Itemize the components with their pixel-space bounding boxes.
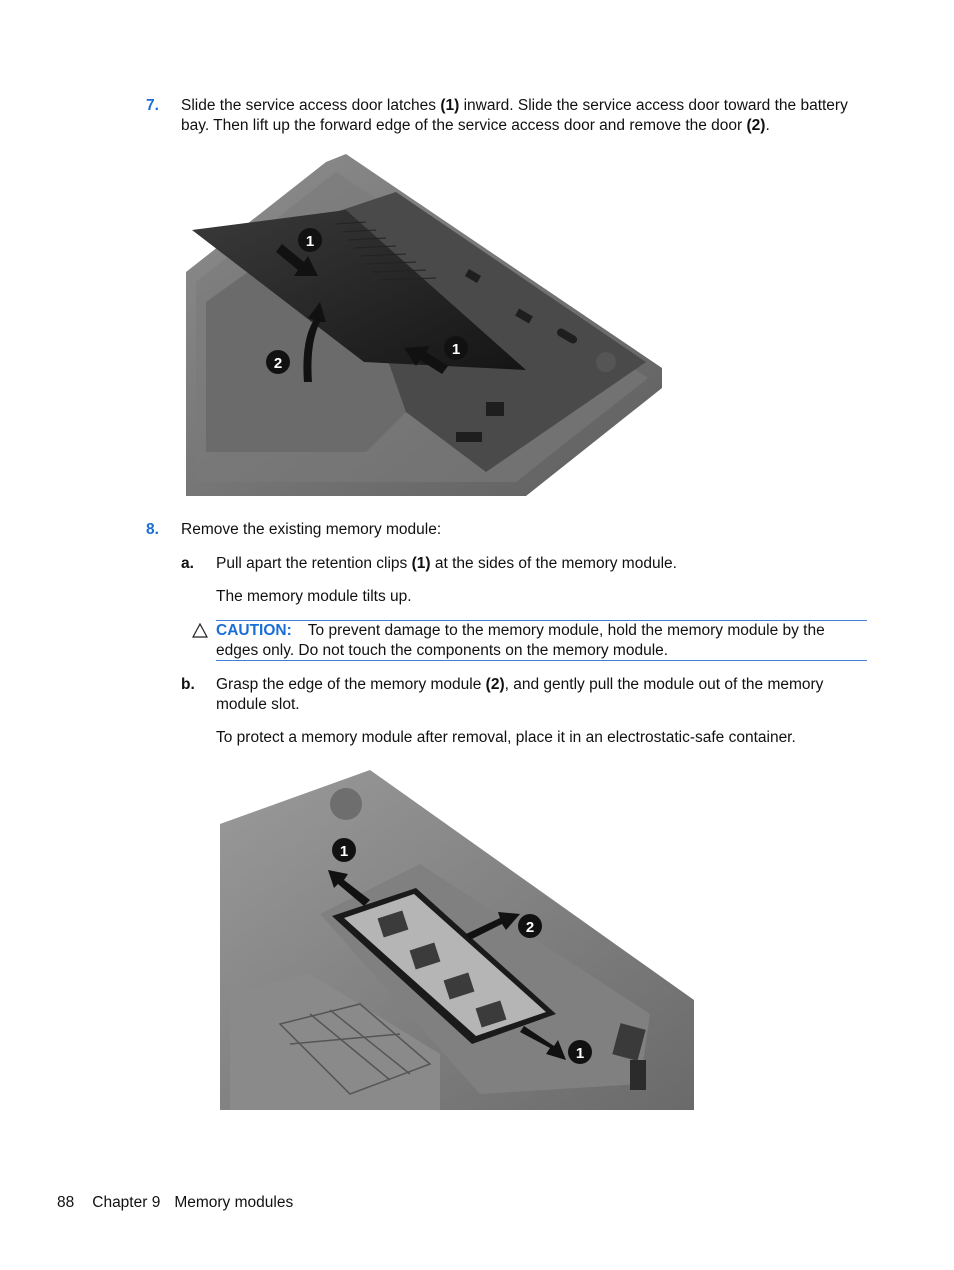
- step-number: 8.: [146, 521, 159, 538]
- text: .: [765, 117, 770, 134]
- figure-service-door: [186, 152, 662, 496]
- text: bay. Then lift up the forward edge of the service access door and remove the door: [181, 117, 747, 134]
- callout-1: [332, 838, 356, 862]
- callout-ref: (1): [440, 97, 460, 114]
- step-number: 7.: [146, 97, 159, 114]
- substep-line: module slot.: [216, 696, 300, 713]
- callout-ref: (2): [485, 676, 505, 693]
- callout-1: [444, 336, 468, 360]
- callout-1: [568, 1040, 592, 1064]
- figure-memory-module: [220, 764, 694, 1110]
- caution-line: [216, 621, 868, 641]
- step-text: [181, 96, 881, 136]
- text: To prevent damage to the memory module, hold the memory module by the: [307, 622, 825, 639]
- svg-text:2: 2: [273, 355, 283, 372]
- text: , and gently pull the module out of the memory: [504, 676, 824, 693]
- callout-2: [518, 914, 542, 938]
- text: inward. Slide the service access door toward the battery: [459, 97, 848, 114]
- svg-text:1: 1: [339, 843, 349, 860]
- callout-ref: (2): [746, 117, 766, 134]
- substep-text: [216, 675, 876, 715]
- caution-icon: [192, 622, 208, 638]
- callout-1: [298, 228, 322, 252]
- substep-letter: a.: [181, 555, 194, 572]
- caution-label: CAUTION:: [216, 622, 292, 639]
- text: Slide the service access door latches: [181, 97, 441, 114]
- chapter-label: Chapter 9: [92, 1194, 161, 1211]
- callout-ref: (1): [411, 555, 431, 572]
- step-text: Remove the existing memory module:: [181, 521, 442, 538]
- text: at the sides of the memory module.: [430, 555, 677, 572]
- text: Grasp the edge of the memory module: [216, 676, 486, 693]
- substep-letter: b.: [181, 676, 195, 693]
- step-line: [181, 116, 881, 136]
- caution-line: edges only. Do not touch the components on the memory module.: [216, 642, 669, 659]
- substep-note: To protect a memory module after removal, place it in an electrostatic-safe container.: [216, 729, 796, 746]
- callout-2: [266, 350, 290, 374]
- substep-text: [216, 554, 677, 574]
- svg-text:1: 1: [575, 1045, 585, 1062]
- substep-result: The memory module tilts up.: [216, 588, 412, 605]
- page-footer: [57, 1193, 293, 1213]
- caution-text: [216, 621, 868, 661]
- caution-rule-bottom: [216, 660, 867, 661]
- step-line: [181, 96, 881, 116]
- svg-text:2: 2: [525, 919, 535, 936]
- substep-line: [216, 675, 876, 695]
- svg-text:1: 1: [305, 233, 315, 250]
- chapter-title: Memory modules: [174, 1194, 294, 1211]
- page-number: 88: [57, 1194, 75, 1211]
- svg-text:1: 1: [451, 341, 461, 358]
- text: Pull apart the retention clips: [216, 555, 412, 572]
